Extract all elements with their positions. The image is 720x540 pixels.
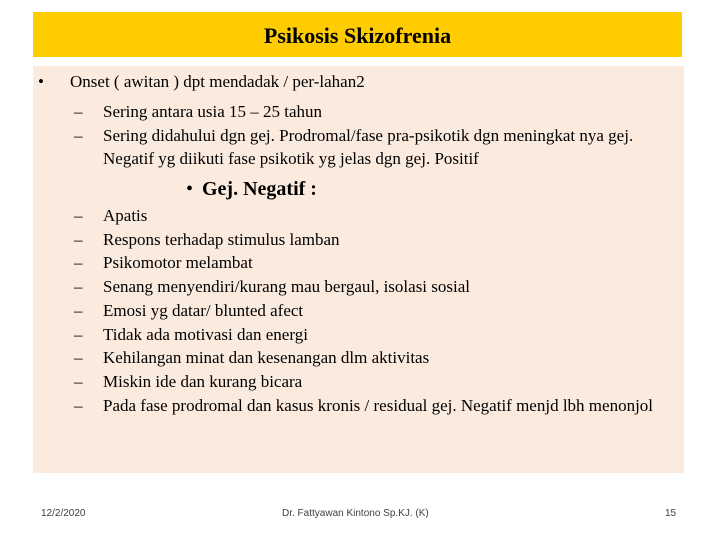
dash-icon: – xyxy=(74,125,83,145)
bullet-icon: • xyxy=(38,72,44,91)
list-item xyxy=(74,346,663,370)
list-item xyxy=(74,204,663,228)
dash-icon: – xyxy=(74,253,83,273)
page-number: 15 xyxy=(665,508,677,519)
list-item-text: Sering didahului dgn gej. Prodromal/fase pra-psikotik dgn meningkat nya gej. Negatif yg diikuti fase psikotik yg jelas dgn gej. Positif xyxy=(103,125,634,169)
list-item xyxy=(74,124,663,171)
list-item xyxy=(74,228,663,252)
footer-author: Dr. Fattyawan Kintono Sp.KJ. (K) xyxy=(282,508,429,519)
list-item xyxy=(74,323,663,347)
dash-icon: – xyxy=(74,348,83,368)
title-bar xyxy=(33,12,682,57)
list-item-text: Kehilangan minat dan kesenangan dlm aktivitas xyxy=(103,348,430,368)
dash-icon: – xyxy=(74,102,83,121)
dash-icon: – xyxy=(74,206,83,225)
negative-heading xyxy=(186,177,317,201)
slide-title: Psikosis Skizofrenia xyxy=(263,22,452,48)
list-item-text: Sering antara usia 15 – 25 tahun xyxy=(103,102,323,121)
list-item xyxy=(74,275,663,299)
list-item-text: Psikomotor melambat xyxy=(103,253,253,273)
list-item-text: Tidak ada motivasi dan energi xyxy=(103,324,308,344)
list-item-text: Emosi yg datar/ blunted afect xyxy=(103,300,304,320)
list-item-text: Miskin ide dan kurang bicara xyxy=(103,371,303,391)
onset-list xyxy=(74,100,663,171)
dash-icon: – xyxy=(74,395,83,415)
list-item xyxy=(74,370,663,394)
dash-icon: – xyxy=(74,324,83,344)
list-item xyxy=(74,251,663,275)
list-item-text: Pada fase prodromal dan kasus kronis / residual gej. Negatif menjd lbh menonjol xyxy=(103,395,654,415)
list-item xyxy=(74,299,663,323)
onset-bullet-text: Onset ( awitan ) dpt mendadak / per-lahan2 xyxy=(70,72,365,91)
dash-icon: – xyxy=(74,229,83,249)
list-item xyxy=(74,394,663,418)
onset-bullet xyxy=(38,72,365,92)
negative-list xyxy=(74,204,663,417)
negative-heading-text: Gej. Negatif : xyxy=(202,178,317,200)
dash-icon: – xyxy=(74,300,83,320)
list-item xyxy=(74,100,663,124)
dash-icon: – xyxy=(74,277,83,297)
dash-icon: – xyxy=(74,371,83,391)
footer-date: 12/2/2020 xyxy=(41,508,86,519)
list-item-text: Respons terhadap stimulus lamban xyxy=(103,229,340,249)
list-item-text: Senang menyendiri/kurang mau bergaul, isolasi sosial xyxy=(103,277,471,297)
bullet-icon: • xyxy=(186,178,194,200)
list-item-text: Apatis xyxy=(103,206,148,225)
